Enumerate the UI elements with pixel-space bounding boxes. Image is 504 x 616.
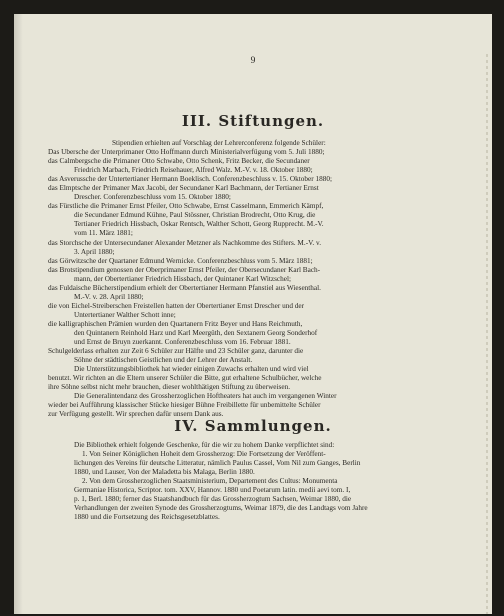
text-line: Die Bibliothek erhielt folgende Geschenke, für die wir zu hohem Danke verpflichtet sind: — [74, 441, 335, 449]
text-line: wieder bei Aufführung klassischer Stücke hiesiger Bühne Freibillette für unbemittelte Schüler — [48, 401, 321, 410]
text-line: 2. Von dem Grossherzoglichen Staatsministerium, Departement des Cultus: Monumenta — [82, 477, 338, 486]
text-line: Untertertianer Walther Schott inne; — [74, 310, 176, 319]
text-line: 1880, und Lauser, Von der Maladetta bis Malaga, Berlin 1880. — [74, 468, 255, 477]
text-line: 1880 und die Fortsetzung des Reichsgesetzblattes. — [74, 513, 220, 522]
text-line: Die Unterstützungsbibliothek hat wieder einigen Zuwachs erhalten und wird viel — [74, 365, 309, 374]
document-page — [14, 14, 492, 614]
page-number: 9 — [250, 56, 256, 66]
text-line: M.-V. v. 28. April 1880; — [74, 292, 144, 301]
text-line: Die Generalintendanz des Grossherzoglichen Hoftheaters hat auch im vergangenen Winter — [74, 392, 337, 401]
text-line: und Ernst de Bruyn zuerkannt. Conferenzbeschluss vom 16. Februar 1881. — [74, 338, 291, 347]
text-line: p. 1, Berl. 1880; ferner das Staatshandbuch für das Grossherzogtum Sachsen, Weimar 1880, die — [74, 495, 352, 504]
text-line: Stipendien erhielten auf Vorschlag der Lehrerconferenz folgende Schüler: — [112, 139, 326, 147]
text-line: die kalligraphischen Prämien wurden den Quartanern Fritz Beyer und Hans Reichmuth, — [48, 319, 303, 328]
text-line: das Calmbergsche die Primaner Otto Schwabe, Otto Schenk, Fritz Becker, die Secundaner — [48, 157, 310, 166]
text-line: ihre Söhne selbst nicht mehr brauchen, dieser wohlthätigen Stiftung zu überweisen. — [48, 383, 291, 392]
text-line: das Storchsche der Untersecundaner Alexander Metzner als Nachkomme des Stifters. M.-V. v. — [48, 238, 322, 247]
text-line: das Asverussche der Untertertianer Hermann Boeklisch. Conferenzbeschluss v. 15. Oktober 1880; — [48, 175, 333, 184]
text-line: Drescher. Conferenzbeschluss vom 15. Oktober 1880; — [74, 193, 231, 202]
text-line: vom 11. März 1881; — [74, 229, 133, 238]
page-edge — [486, 54, 488, 614]
text-line: die von Eichel-Streiberschen Freistellen hatten der Obertertianer Ernst Drescher und der — [48, 301, 305, 310]
text-line: das Fuldaische Bücherstipendium erhielt der Obertertianer Hermann Pfanstiel aus Wiesenthal. — [48, 283, 321, 292]
text-line: 1. Von Seiner Königlichen Hoheit dem Grossherzog: Die Fortsetzung der Veröffent- — [82, 450, 326, 459]
page-binding-shadow — [14, 14, 23, 614]
section-heading-sammlungen: IV. Sammlungen. — [174, 417, 332, 435]
text-line: Schulgelderlass erhalten zur Zeit 6 Schüler zur Hälfte und 23 Schüler ganz, darunter die — [48, 347, 304, 356]
text-line: zur Verfügung gestellt. Wir sprechen dafür unsern Dank aus. — [48, 410, 224, 419]
text-line: Germaniae Historica, Scriptor. tom. XXV, Hannov. 1880 und Poetarum latin. medii aevi tom. I, — [74, 486, 351, 495]
section-body-sammlungen — [48, 441, 468, 522]
text-line: Tertianer Friedrich Hissbach, Oskar Rentsch, Walther Schott, Georg Rupprecht. M.-V. — [74, 220, 324, 229]
text-line: 3. April 1880; — [74, 247, 115, 256]
text-line: das Görwitzsche der Quartaner Edmund Wernicke. Conferenzbeschluss vom 5. März 1881; — [48, 256, 313, 265]
section-body-stiftungen — [48, 139, 468, 419]
text-line: mann, der Obertertianer Friedrich Hissbach, der Quintaner Karl Witzschel; — [74, 274, 291, 283]
text-line: das Brotstipendium genossen der Oberprimaner Ernst Pfeiler, der Obersecundaner Karl Bach- — [48, 265, 321, 274]
text-line: das Elmptsche der Primaner Max Jacobi, der Secundaner Karl Bachmann, der Tertianer Ernst — [48, 184, 319, 193]
text-line: benutzt. Wir richten an die Eltern unserer Schüler die Bitte, gut erhaltene Schulbücher, welche — [48, 374, 322, 383]
text-line: Das Ubersche der Unterprimaner Otto Hoffmann durch Ministerialverfügung vom 5. Juli 1880; — [48, 148, 325, 157]
text-line: lichungen des Vereins für deutsche Litteratur, nämlich Paulus Cassel, Vom Nil zum Ganges, Berlin — [74, 459, 361, 468]
text-line: Söhne der städtischen Geistlichen und der Lehrer der Anstalt. — [74, 356, 253, 365]
text-line: Friedrich Marbach, Friedrich Reisehauer, Alfred Walz. M.-V. v. 18. Oktober 1880; — [74, 166, 313, 175]
text-line: das Fürstliche die Primaner Ernst Pfeiler, Otto Schwabe, Ernst Casselmann, Emmerich Kämpf, — [48, 202, 324, 211]
text-line: die Secundaner Edmund Kühne, Paul Stössner, Christian Brodrecht, Otto Krug, die — [74, 211, 316, 220]
text-line: den Quintanern Reinhold Harz und Karl Meergüth, den Sextanern Georg Sonderhof — [74, 328, 318, 337]
section-heading-stiftungen: III. Stiftungen. — [181, 112, 325, 130]
text-line: Verhandlungen der zweiten Synode des Grossherzogtums, Weimar 1879, die des Landtags vom Jahre — [74, 504, 368, 513]
